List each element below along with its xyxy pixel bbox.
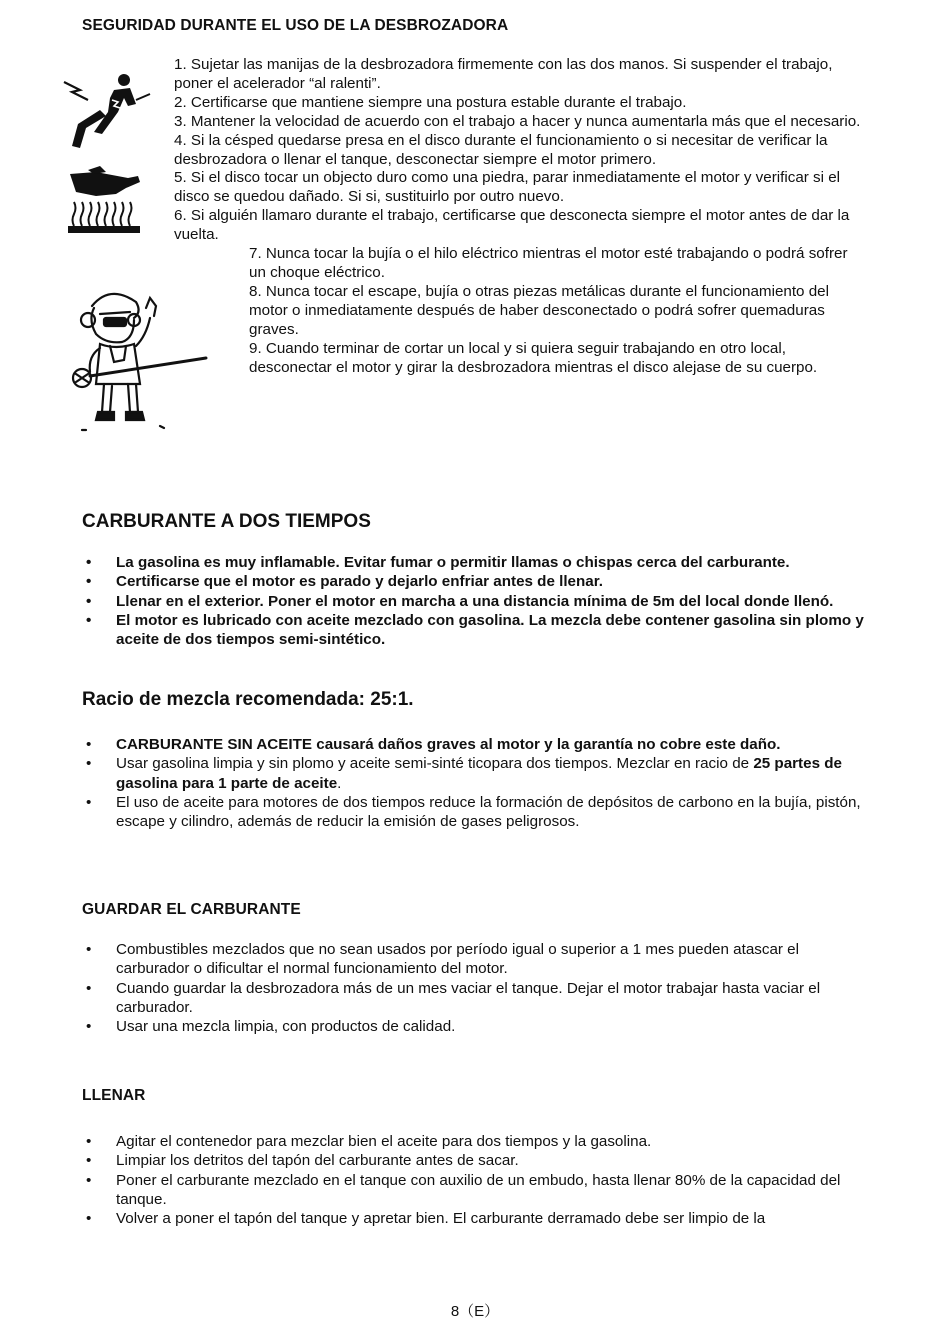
fill-section-title: LLENAR	[82, 1087, 146, 1104]
list-item: • El motor es lubricado con aceite mezclado con gasolina. La mezcla debe contener gasolina sin plomo y aceite de dos tiempos semi-sintético.	[82, 611, 864, 650]
list-item: • El uso de aceite para motores de dos tiempos reduce la formación de depósitos de carbono en la bujía, pistón, escape y cilindro, además de reducir la emisión de gases peligrosos.	[82, 793, 864, 832]
mix-ratio-list	[82, 735, 864, 831]
safety-item: 9. Cuando terminar de cortar un local y si quiera seguir trabajando en otro local, desconectar el motor y girar la desbrozadora mientras el disco alejase de su cuerpo.	[249, 339, 818, 376]
hot-surface-icon	[66, 166, 144, 236]
safety-item: 5. Si el disco tocar un objecto duro como una piedra, parar inmediatamente el motor y verificar si el disco se quedou dañado. Si si, sustituirlo por outro nuevo.	[174, 169, 841, 206]
safety-item: 7. Nunca tocar la bujía o el hilo eléctrico mientras el motor esté trabajando o podrá sofrer un choque eléctrico.	[249, 245, 848, 281]
list-item: • Poner el carburante mezclado en el tanque con auxilio de un embudo, hasta llenar 80% de la capacidad del tanque.	[82, 1171, 864, 1210]
list-item-text: Usar gasolina limpia y sin plomo y aceite semi-sinté ticopara dos tiempos. Mezclar en racio de	[116, 755, 754, 773]
list-item: • Llenar en el exterior. Poner el motor en marcha a una distancia mínima de 5m del local donde llenó.	[82, 592, 864, 611]
fuel-warnings-list	[82, 553, 864, 649]
fill-list	[82, 1132, 864, 1228]
safety-item: 3. Mantener la velocidad de acuerdo con el trabajo a hacer y nunca aumentarla más que el necesario.	[174, 112, 861, 130]
list-item: • Usar una mezcla limpia, con productos de calidad.	[82, 1017, 864, 1036]
mix-ratio-value: 25 partes de gasolina para 1 parte de aceite	[116, 755, 842, 792]
electric-shock-icon	[62, 72, 152, 152]
safety-item: 6. Si alguién llamaro durante el trabajo, certificarse que desconecta siempre el motor antes de dar la vuelta.	[174, 207, 850, 244]
safety-item: 4. Si la césped quedarse presa en el disco durante el funcionamiento o si necesitar de verificar la desbrozadora o llenar el tanque, desconectar siempre el motor primero.	[174, 131, 828, 168]
list-item: • Limpiar los detritos del tapón del carburante antes de sacar.	[82, 1151, 864, 1170]
storage-list	[82, 940, 864, 1036]
page-number: 8（E）	[450, 1303, 500, 1320]
safety-section-title: SEGURIDAD DURANTE EL USO DE LA DESBROZADORA	[82, 17, 509, 34]
safety-item: 1. Sujetar las manijas de la desbrozadora firmemente con las dos manos. Si suspender el trabajo, poner el acelerador “al ralenti”.	[174, 56, 833, 92]
list-item	[82, 754, 864, 793]
safety-instructions	[174, 56, 864, 377]
fuel-section-title: CARBURANTE A DOS TIEMPOS	[82, 511, 371, 532]
mix-ratio-title: Racio de mezcla recomendada: 25:1.	[82, 689, 414, 710]
list-item: • Agitar el contenedor para mezclar bien el aceite para dos tiempos y la gasolina.	[82, 1132, 864, 1151]
list-item: • Certificarse que el motor es parado y dejarlo enfriar antes de llenar.	[82, 572, 864, 591]
list-item: • Combustibles mezclados que no sean usados por período igual o superior a 1 mes pueden atascar el carburador o dificultar el normal funcionamiento del motor.	[82, 940, 864, 979]
list-item: • Volver a poner el tapón del tanque y apretar bien. El carburante derramado debe ser limpio de la	[82, 1209, 864, 1228]
storage-section-title: GUARDAR EL CARBURANTE	[82, 901, 301, 918]
no-oil-warning: CARBURANTE SIN ACEITE causará daños graves al motor y la garantía no cobre este daño.	[116, 736, 781, 753]
list-item	[82, 735, 864, 754]
safety-item: 2. Certificarse que mantiene siempre una postura estable durante el trabajo.	[174, 93, 687, 111]
safety-item: 8. Nunca tocar el escape, bujía o otras piezas metálicas durante el funcionamiento del motor o inmediatamente después de haber desconectado o podrá sofrer quemaduras graves.	[249, 282, 829, 338]
list-item-text: .	[337, 774, 342, 792]
list-item: • Cuando guardar la desbrozadora más de un mes vaciar el tanque. Dejar el motor trabajar hasta vaciar el carburador.	[82, 979, 864, 1018]
list-item: • La gasolina es muy inflamable. Evitar fumar o permitir llamas o chispas cerca del carburante.	[82, 553, 864, 572]
